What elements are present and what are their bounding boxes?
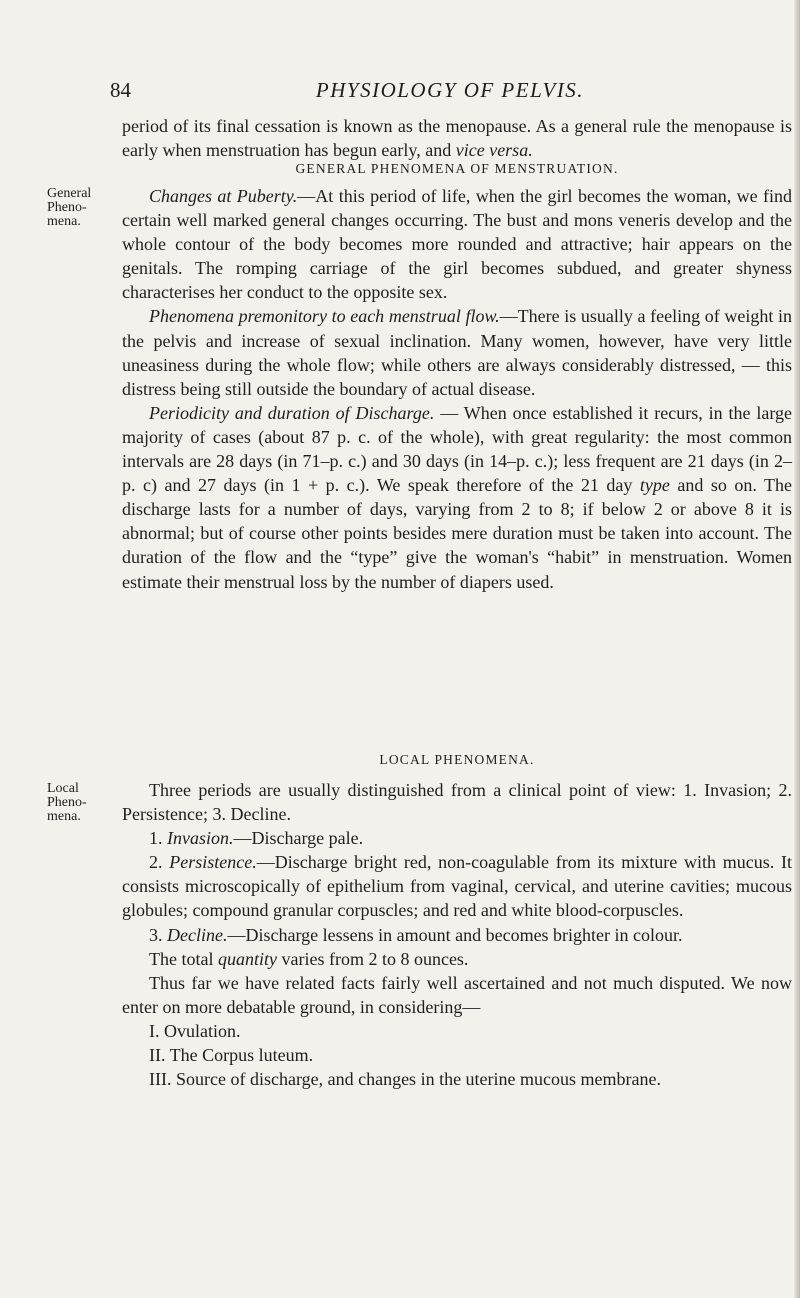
persistence-text: —Discharge bright red, non-coagulable from its mixture with mucus. It consists microscopically of epithelium from vaginal, cervical, and uterine cavities; mucous globules; compound granular corpuscles; and red and white blood-corpuscles. — [122, 852, 792, 921]
continuation-text: period of its final cessation is known as the menopause. As a general rule the menopause is early when menstruation has begun early, and — [122, 116, 792, 161]
page-number: 84 — [110, 78, 131, 102]
type-word: type — [639, 475, 670, 496]
puberty-text: —At this period of life, when the girl becomes the woman, we find certain well marked general changes occurring. The bust and mons veneris develop and the whole contour of the body becomes more rounded and attractive; hair appears on the genitals. The romping carriage of the girl becomes subdued, and greater shyness characterises her conduct to the opposite sex. — [122, 186, 792, 303]
quantity-paragraph — [122, 947, 792, 971]
list-item: I. Ovulation. — [149, 1020, 241, 1041]
paragraph-periodicity — [122, 401, 792, 594]
quantity-word: quantity — [217, 948, 277, 969]
margin-note-local: Local Pheno- mena. — [47, 781, 87, 824]
invasion-title: Invasion. — [167, 828, 234, 849]
period-decline — [122, 923, 792, 947]
margin-note-general: General Pheno- mena. — [47, 186, 92, 229]
thus-paragraph: Thus far we have related facts fairly well ascertained and not much disputed. We now enter on more debatable ground, in considering— — [122, 972, 792, 1017]
paragraph-puberty — [122, 184, 792, 304]
premonitory-text: —There is usually a feeling of weight in the pelvis and increase of sexual inclination. Many women, however, have very little uneasiness during the whole flow; while others are always considerably distressed, — this distress being still outside the boundary of actual disease. — [122, 306, 792, 399]
decline-title: Decline. — [167, 924, 228, 945]
periodicity-text-a: — When once established it recurs, in the large majority of cases (about 87 p. c. of the whole), with great regularity: the most common intervals are 28 days (in 71–p. c.) and 30 days (in 14–p. c.); less frequent are 21 days (in 2–p. c) and 27 days (in 1 + p. c.). We speak therefore of the 21 day — [122, 402, 792, 496]
invasion-number: 1. — [149, 828, 163, 849]
premonitory-title: Phenomena premonitory to each menstrual flow. — [149, 306, 500, 327]
continuation-paragraph — [122, 114, 792, 162]
invasion-text: —Discharge pale. — [233, 828, 364, 849]
quantity-text-b: varies from 2 to 8 ounces. — [281, 948, 469, 969]
section-heading-local: LOCAL PHENOMENA. — [379, 752, 535, 767]
paragraph-premonitory — [122, 304, 792, 400]
period-invasion — [122, 826, 792, 850]
decline-number: 3. — [149, 924, 163, 945]
list-item: II. The Corpus luteum. — [149, 1045, 314, 1066]
continuation-block — [122, 114, 792, 162]
running-title: PHYSIOLOGY OF PELVIS. — [315, 78, 585, 102]
page-edge-shadow — [794, 0, 800, 1298]
section-heading-general: GENERAL PHENOMENA OF MENSTRUATION. — [295, 161, 619, 176]
local-section — [122, 750, 792, 1091]
puberty-title: Changes at Puberty. — [149, 186, 298, 206]
persistence-title: Persistence. — [169, 852, 257, 873]
vice-versa-text: vice versa. — [455, 140, 533, 161]
local-intro: Three periods are usually distinguished from a clinical point of view: 1. Invasion; 2. Persistence; 3. Decline. — [122, 780, 792, 825]
periodicity-text-b: and so on. The discharge lasts for a number of days, varying from 2 to 8; if below 2 or above 8 it is abnormal; but of course other points besides mere duration must be taken into account. The duration of the flow and the “type” give the woman's “habit” in menstruation. Women estimate their menstrual loss by the number of diapers used. — [122, 475, 793, 592]
persistence-number: 2. — [149, 852, 163, 873]
general-section — [122, 159, 792, 594]
periodicity-title: Periodicity and duration of Discharge. — [149, 402, 435, 423]
quantity-text-a: The total — [149, 948, 214, 969]
list-item: III. Source of discharge, and changes in the uterine mucous membrane. — [149, 1069, 661, 1090]
period-persistence — [122, 850, 792, 922]
decline-text: —Discharge lessens in amount and becomes brighter in colour. — [227, 924, 683, 945]
